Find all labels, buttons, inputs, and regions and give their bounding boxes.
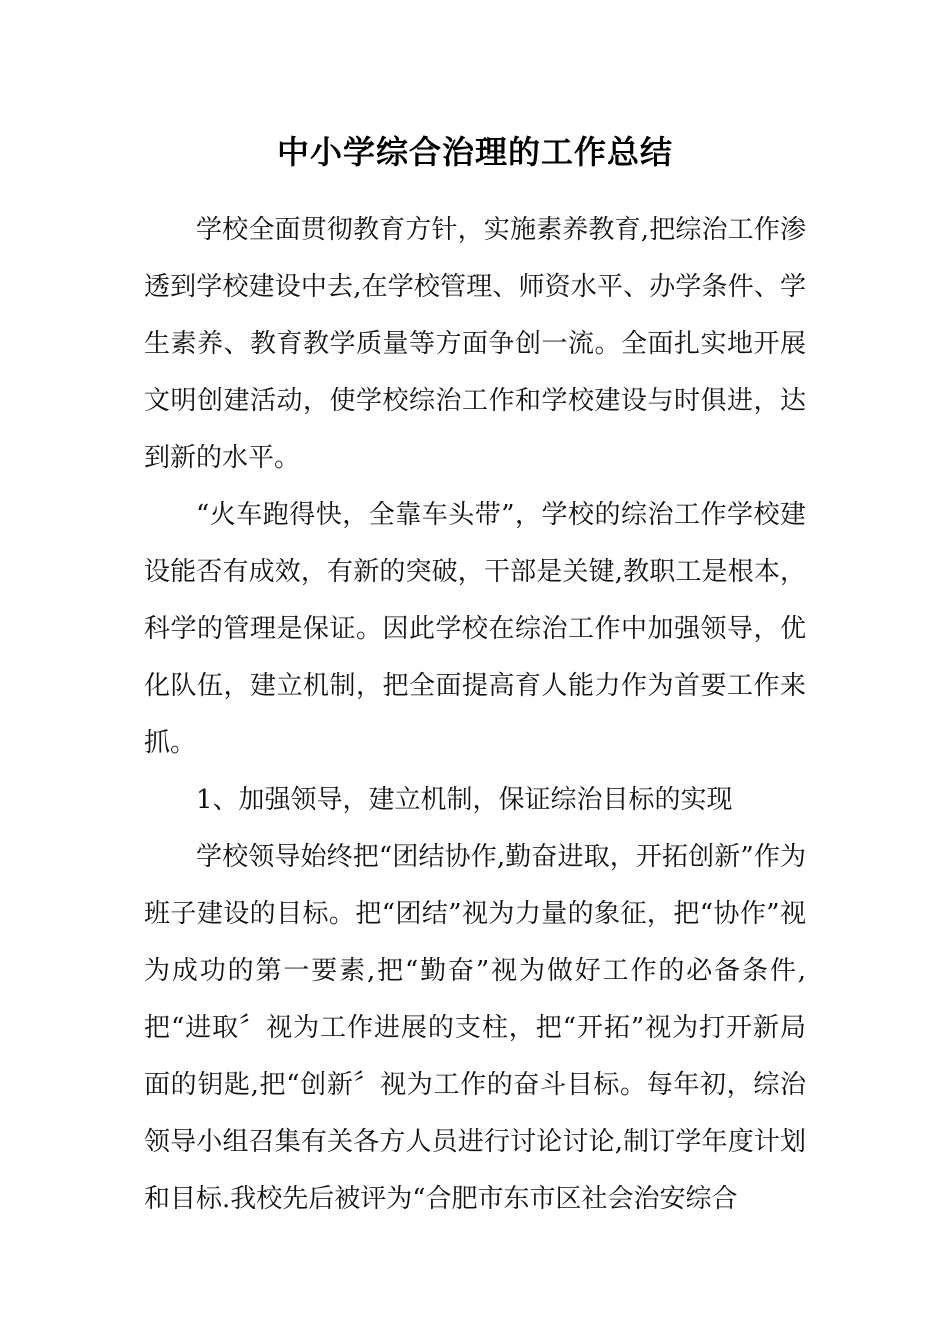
paragraph-leadership: “火车跑得快，全靠车头带”，学校的综治工作学校建设能否有成效，有新的突破，干部是关键,教职工是根本，科学的管理是保证。因此学校在综治工作中加强领导，优化队伍，建立机制，把全面提高育人能力作为首要工作来抓。 xyxy=(144,500,806,758)
paragraph-intro: 学校全面贯彻教育方针，实施素养教育,把综治工作渗透到学校建设中去,在学校管理、师资水平、办学条件、学生素养、教育教学质量等方面争创一流。全面扎实地开展文明创建活动，使学校综治工作和学校建设与时俱进，达到新的水平。 xyxy=(144,215,806,473)
section-heading-1: 1、加强领导，建立机制，保证综治目标的实现 xyxy=(196,785,733,815)
document-title: 中小学综合治理的工作总结 xyxy=(276,133,673,171)
paragraph-team-building: 学校领导始终把“团结协作,勤奋进取，开拓创新”作为班子建设的目标。把“团结”视为力量的象征，把“协作”视为成功的第一要素,把“勤奋”视为做好工作的必备条件,把“进取〞视为工作进展的支柱，把“开拓”视为打开新局面的钥匙,把“创新〞视为工作的奋斗目标。每年初，综治领导小组召集有关各方人员进行讨论讨论,制订学年度计划和目标.我校先后被评为“合肥市东市区社会治安综合 xyxy=(144,842,806,1214)
document-body xyxy=(144,202,806,1228)
